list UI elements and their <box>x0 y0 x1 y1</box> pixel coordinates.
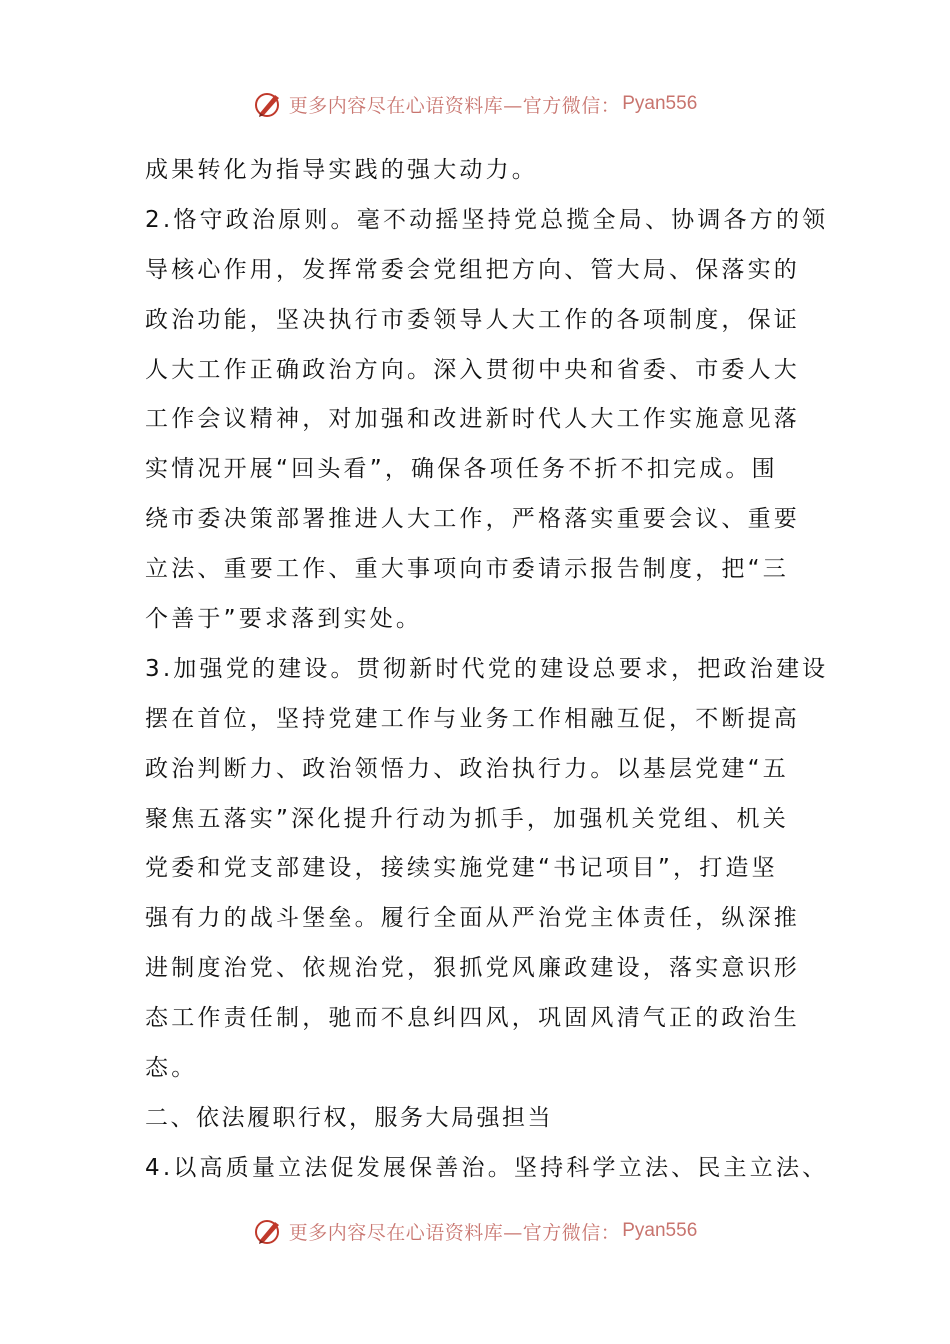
text-line: 2.恪守政治原则。毫不动摇坚持党总揽全局、协调各方的领 <box>145 206 829 233</box>
pen-logo-icon <box>253 1216 283 1246</box>
watermark-header <box>0 84 950 124</box>
text-line: 进制度治党、依规治党，狠抓党风廉政建设，落实意识形 <box>145 955 800 982</box>
text-line: 摆在首位，坚持党建工作与业务工作相融互促，不断提高 <box>145 705 800 732</box>
text-line: 个善于”要求落到实处。 <box>145 606 423 633</box>
text-line: 态。 <box>145 1055 198 1082</box>
section-heading: 二、依法履职行权，服务大局强担当 <box>145 1104 553 1131</box>
text-line: 党委和党支部建设，接续实施党建“书记项目”，打造坚 <box>145 855 778 882</box>
text-line: 聚焦五落实”深化提升行动为抓手，加强机关党组、机关 <box>145 805 789 832</box>
watermark-text: 更多内容尽在心语资料库—官方微信： <box>288 1221 621 1244</box>
text-line: 立法、重要工作、重大事项向市委请示报告制度，把“三 <box>145 556 789 583</box>
watermark-id: Pyan556 <box>622 93 698 114</box>
text-line: 强有力的战斗堡垒。履行全面从严治党主体责任，纵深推 <box>145 905 800 932</box>
document-body <box>145 146 829 1194</box>
text-line: 工作会议精神，对加强和改进新时代人大工作实施意见落 <box>145 406 800 433</box>
text-line: 成果转化为指导实践的强大动力。 <box>145 157 538 183</box>
watermark-text: 更多内容尽在心语资料库—官方微信： <box>288 94 621 117</box>
text-line: 4.以高质量立法促发展保善治。坚持科学立法、民主立法、 <box>145 1154 829 1181</box>
text-line: 政治判断力、政治领悟力、政治执行力。以基层党建“五 <box>145 755 789 782</box>
pen-logo-icon <box>253 89 283 119</box>
text-line: 3.加强党的建设。贯彻新时代党的建设总要求，把政治建设 <box>145 655 829 682</box>
watermark-id: Pyan556 <box>622 1220 698 1241</box>
watermark-footer <box>0 1211 950 1251</box>
text-line: 政治功能，坚决执行市委领导人大工作的各项制度，保证 <box>145 306 800 333</box>
text-line: 绕市委决策部署推进人大工作，严格落实重要会议、重要 <box>145 506 800 533</box>
text-line: 态工作责任制，驰而不息纠四风，巩固风清气正的政治生 <box>145 1005 800 1032</box>
text-line: 实情况开展“回头看”，确保各项任务不折不扣完成。围 <box>145 456 778 483</box>
text-line: 人大工作正确政治方向。深入贯彻中央和省委、市委人大 <box>145 356 800 383</box>
text-line: 导核心作用，发挥常委会党组把方向、管大局、保落实的 <box>145 256 800 283</box>
